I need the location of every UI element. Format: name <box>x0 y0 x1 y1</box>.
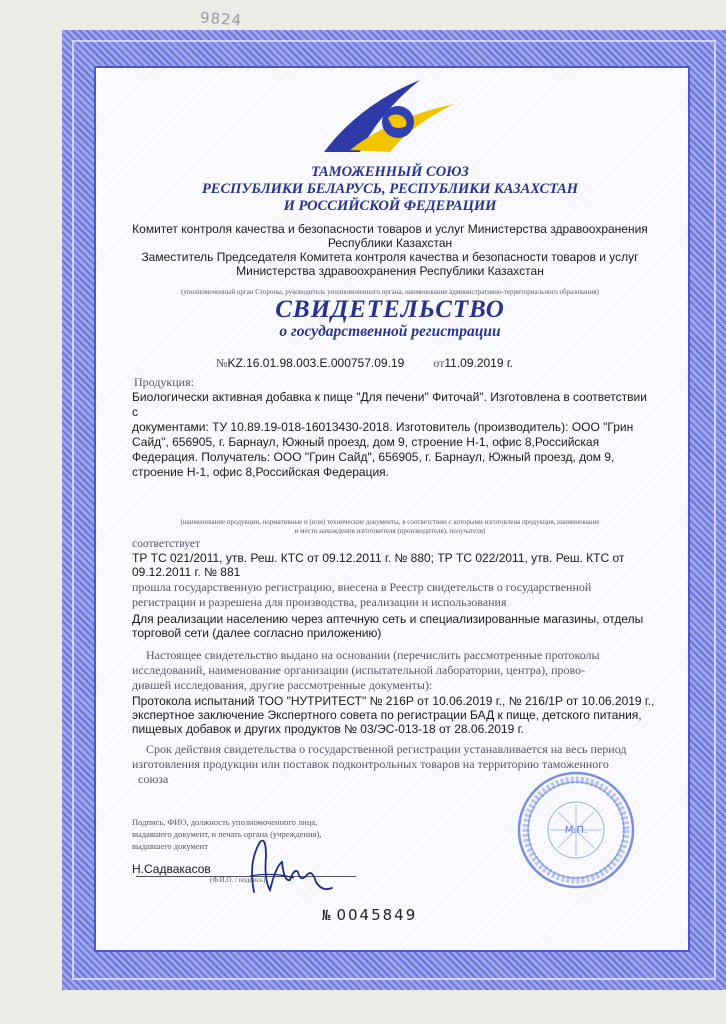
validity-line-3: союза <box>138 772 169 786</box>
signer-note: (Ф.И.О. / подпись) <box>210 876 266 884</box>
stamp-center-text: М.П. <box>564 825 588 836</box>
handwritten-number: 9824 <box>199 8 243 30</box>
document-title: СВИДЕТЕЛЬСТВО <box>275 296 505 323</box>
product-line-3: Сайд", 656905, г. Барнаул, Южный проезд, дом 9, строение Н-1, офис 8,Российская <box>132 435 600 449</box>
registry-line-2: регистрации и разрешена для производства, реализации и использования <box>132 595 507 609</box>
header-line-1: ТАМОЖЕННЫЙ СОЮЗ <box>311 164 469 180</box>
authority-line-1: Комитет контроля качества и безопасности товаров и услуг Министерства здравоохранения <box>132 222 648 236</box>
basis-doc-3: пищевых добавок и других продуктов № 03/ЭС-013-18 от 28.06.2019 г. <box>132 722 524 736</box>
authority-line-4: Министерства здравоохранения Республики Казахстан <box>236 264 544 278</box>
authority-line-2: Республики Казахстан <box>327 236 453 250</box>
basis-documents <box>132 694 662 736</box>
signature-caption-1: Подпись, ФИО, должность уполномоченного лица, <box>132 817 318 827</box>
product-note-1: (наименование продукции, нормативные и (или) технические документы, в соответствии с которыми изготовлена продукция, наименование <box>180 518 600 526</box>
basis-doc-1: Протокола испытаний ТОО "НУТРИТЕСТ" № 216Р от 10.06.2019 г., № 216/1Р от 10.06.2019 г., <box>132 694 655 708</box>
serial-number <box>322 906 417 924</box>
product-line-5: строение Н-1, офис 8,Российская Федерация. <box>132 465 389 479</box>
conformity-label: соответствует <box>132 538 201 550</box>
serial-value: 0045849 <box>336 906 418 924</box>
usage-line-1: Для реализации населению через аптечную сеть и специализированные магазины, отделы <box>132 612 644 626</box>
signer-name: Н.Садвакасов <box>132 862 211 876</box>
serial-label: № <box>322 908 331 924</box>
product-description <box>132 390 656 480</box>
registry-line-1: прошла государственную регистрацию, внесена в Реестр свидетельств о государственной <box>132 580 592 594</box>
document-subtitle: о государственной регистрации <box>279 323 501 340</box>
registration-line <box>216 356 513 371</box>
basis-line-1: Настоящее свидетельство выдано на основании (перечислить рассмотренные протоколы <box>146 648 600 662</box>
registry-statement <box>132 580 662 610</box>
authority-line-3: Заместитель Председателя Комитета контроля качества и безопасности товаров и услуг <box>141 250 639 264</box>
usage-scope <box>132 612 656 640</box>
header-line-3: И РОССИЙСКОЙ ФЕДЕРАЦИИ <box>283 198 497 214</box>
authority-note: (уполномоченный орган Стороны, руководитель уполномоченного органа, наименование административно-территориального образования) <box>181 288 599 296</box>
product-line-4: Федерация. Получатель: ООО "Грин Сайд", 656905, г. Барнаул, Южный проезд, дом 9, <box>132 450 615 464</box>
basis-line-2: исследований, наименование организации (испытательной лаборатории, центра), прово- <box>132 663 586 677</box>
basis-line-3: дившей исследования, другие рассмотренные документы): <box>132 678 433 692</box>
registration-number-label: № <box>216 356 228 370</box>
registration-number: KZ.16.01.98.003.Е.000757.09.19 <box>227 356 405 370</box>
conformity-line-1: ТР ТС 021/2011, утв. Реш. КТС от 09.12.2011 г. № 880; ТР ТС 022/2011, утв. Реш. КТС от <box>132 551 625 565</box>
registration-date-label: от <box>433 356 445 370</box>
conformity-line-2: 09.12.2011 г. № 881 <box>132 565 241 579</box>
validity-line-1: Срок действия свидетельства о государственной регистрации устанавливается на весь период <box>146 742 627 756</box>
basis-statement <box>132 648 662 693</box>
usage-line-2: торговой сети (далее согласно приложению) <box>132 626 382 640</box>
official-stamp <box>516 770 636 890</box>
basis-doc-2: экспертное заключение Экспертного совета по регистрации БАД к пище, детского питания, <box>132 708 642 722</box>
product-note <box>128 518 652 536</box>
product-label: Продукция: <box>134 375 194 389</box>
conformity-standards <box>132 551 656 579</box>
handwritten-signature <box>244 832 334 902</box>
signature-caption-2: выдавшего документ, и печать органа (учреждения), <box>132 829 322 839</box>
header-line-2: РЕСПУБЛИКИ БЕЛАРУСЬ, РЕСПУБЛИКИ КАЗАХСТАН <box>201 181 579 197</box>
product-line-2: документами: ТУ 10.89.19-018-16013430-2018. Изготовитель (производитель): ООО "Грин <box>132 420 634 434</box>
signature-caption-3: выдавшего документ <box>132 841 208 851</box>
customs-union-emblem <box>320 78 456 156</box>
product-note-2: и место нахождения изготовителя (производителя), получателя) <box>294 527 486 535</box>
validity-line-2: изготовления продукции или поставок подконтрольных товаров на территорию таможенного <box>132 757 609 771</box>
product-line-1: Биологически активная добавка к пище "Для печени" Фиточай". Изготовлена в соответствии с <box>132 390 647 419</box>
registration-date: 11.09.2019 г. <box>444 356 514 370</box>
